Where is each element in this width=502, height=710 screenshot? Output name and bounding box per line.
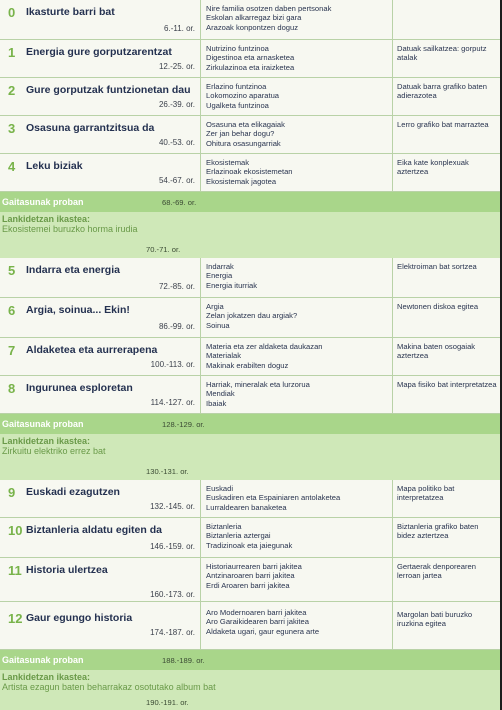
topic-item: Erdi Aroaren barri jakitea xyxy=(206,580,290,590)
topic-item: Aro Garaikidearen barri jakitea xyxy=(206,617,309,627)
topic-item: Lokomozino aparatua xyxy=(206,91,280,101)
unit-title: Euskadi ezagutzen xyxy=(26,486,120,498)
cooperative-learning-box xyxy=(0,212,500,258)
unit-pages: 86.-99. or. xyxy=(158,322,195,331)
topic-item: Indarrak xyxy=(206,262,234,271)
unit-topics-cell xyxy=(200,0,393,39)
topic-item: Mendiak xyxy=(206,389,235,399)
unit-title: Ingurunea esploretan xyxy=(26,382,133,394)
unit-skill-cell xyxy=(392,78,500,115)
unit-number: 2 xyxy=(8,83,16,98)
unit-skill-cell xyxy=(392,298,500,337)
topic-item: Euskadiren eta Espainiaren antolaketea xyxy=(206,493,341,503)
topic-item: Makinak erabilten doguz xyxy=(206,360,289,370)
unit-number: 10 xyxy=(8,523,23,538)
topic-item: Antzinaroaren barri jakitea xyxy=(206,571,295,581)
lab-pages: 130.-131. or. xyxy=(146,467,189,476)
unit-number: 6 xyxy=(8,303,16,318)
unit-number: 9 xyxy=(8,485,16,500)
topic-item: Aro Modernoaren barri jakitea xyxy=(206,608,307,617)
unit-title-cell xyxy=(0,78,201,115)
topic-item: Biztanleria aztergai xyxy=(206,531,271,541)
unit-row xyxy=(0,78,500,116)
topic-item: Osasuna eta elikagaiak xyxy=(206,120,285,129)
unit-skill-cell xyxy=(392,154,500,191)
unit-skill: Gertaerak denporearen lerroan jartea xyxy=(397,562,476,581)
unit-pages: 12.-25. or. xyxy=(158,62,195,71)
unit-title-cell xyxy=(0,258,201,297)
unit-pages: 72.-85. or. xyxy=(158,282,195,291)
unit-title: Leku biziak xyxy=(26,160,83,172)
topic-item: Biztanleria xyxy=(206,522,242,531)
unit-title-cell xyxy=(0,154,201,191)
unit-number: 1 xyxy=(8,45,16,60)
topic-list xyxy=(206,608,319,636)
band-label: Gaitasunak proban xyxy=(2,655,84,665)
unit-title-cell xyxy=(0,338,201,375)
unit-title-cell xyxy=(0,376,201,413)
unit-row xyxy=(0,0,500,40)
unit-topics-cell xyxy=(200,78,393,115)
unit-skill-cell xyxy=(392,40,500,77)
unit-row xyxy=(0,480,500,518)
unit-topics-cell xyxy=(200,602,393,649)
unit-topics-cell xyxy=(200,518,393,557)
topic-item: Lurraldearen banaketea xyxy=(206,502,287,512)
unit-pages: 114.-127. or. xyxy=(150,398,195,407)
lab-subtitle: Artista ezagun baten beharrakaz osotutako album bat xyxy=(2,682,216,692)
topic-list xyxy=(206,484,340,512)
unit-title: Historia ulertzea xyxy=(26,564,108,576)
topic-item: Aldaketa ugari, gaur egunera arte xyxy=(206,626,320,636)
unit-number: 5 xyxy=(8,263,16,278)
unit-skill: Datuak sailkatzea: gorputz atalak xyxy=(397,44,487,63)
unit-skill-cell xyxy=(392,116,500,153)
topic-item: Materia eta zer aldaketa daukazan xyxy=(206,342,323,351)
lab-pages: 70.-71. or. xyxy=(146,245,181,254)
unit-skill: Mapa fisiko bat interpretatzea xyxy=(397,380,497,389)
unit-pages: 6.-11. or. xyxy=(164,24,195,33)
unit-skill-cell xyxy=(392,558,500,601)
topic-list xyxy=(206,82,279,110)
band-label: Gaitasunak proban xyxy=(2,419,84,429)
unit-skill-cell xyxy=(392,376,500,413)
unit-pages: 100.-113. or. xyxy=(150,360,195,369)
unit-title: Energia gure gorputzarentzat xyxy=(26,46,172,58)
band-label: Gaitasunak proban xyxy=(2,197,84,207)
unit-skill-cell xyxy=(392,518,500,557)
unit-title: Ikasturte barri bat xyxy=(26,6,115,18)
topic-item: Erlazino funtzinoa xyxy=(206,82,267,91)
unit-skill-cell xyxy=(392,338,500,375)
band-pages: 128.-129. or. xyxy=(162,420,205,429)
topic-item: Materialak xyxy=(206,351,242,361)
topic-list xyxy=(206,44,294,72)
lab-subtitle: Ekosistemei buruzko horma irudia xyxy=(2,224,138,234)
unit-pages: 40.-53. or. xyxy=(158,138,195,147)
cooperative-learning-box xyxy=(0,434,500,480)
unit-skill: Elektroiman bat sortzea xyxy=(397,262,477,271)
unit-pages: 160.-173. or. xyxy=(150,590,195,599)
topic-item: Nire familia osotzen daben pertsonak xyxy=(206,4,332,13)
unit-title: Gaur egungo historia xyxy=(26,612,133,624)
unit-topics-cell xyxy=(200,480,393,517)
topic-item: Erlazinoak ekosistemetan xyxy=(206,167,293,177)
unit-row xyxy=(0,298,500,338)
unit-row xyxy=(0,376,500,414)
topic-item: Historiaurrearen barri jakitea xyxy=(206,562,302,571)
unit-number: 8 xyxy=(8,381,16,396)
unit-title-cell xyxy=(0,518,201,557)
topic-item: Argia xyxy=(206,302,224,311)
unit-number: 11 xyxy=(8,563,22,578)
topic-item: Energia iturriak xyxy=(206,280,258,290)
topic-item: Zelan jokatzen dau argiak? xyxy=(206,311,298,321)
unit-topics-cell xyxy=(200,40,393,77)
topic-item: Harriak, mineralak eta lurzorua xyxy=(206,380,310,389)
unit-title: Aldaketea eta aurrerapena xyxy=(26,344,158,356)
unit-row xyxy=(0,116,500,154)
topic-item: Ohitura osasungarriak xyxy=(206,138,281,148)
competence-test-band xyxy=(0,650,500,670)
unit-skill-cell xyxy=(392,602,500,649)
unit-pages: 132.-145. or. xyxy=(150,502,195,511)
lab-heading: Lankidetzan ikastea: xyxy=(2,672,91,682)
unit-skill: Biztanleria grafiko baten bidez aztertzea xyxy=(397,522,479,541)
unit-pages: 26.-39. or. xyxy=(158,100,195,109)
topic-item: Arazoak konpontzen doguz xyxy=(206,22,299,32)
topic-item: Digestinoa eta arnasketea xyxy=(206,53,295,63)
unit-title: Argia, soinua... Ekin! xyxy=(26,304,130,316)
unit-row xyxy=(0,40,500,78)
unit-title: Indarra eta energia xyxy=(26,264,120,276)
unit-skill: Makina baten osogaiak aztertzea xyxy=(397,342,476,361)
unit-title-cell xyxy=(0,0,201,39)
topic-list xyxy=(206,522,292,550)
unit-skill-cell xyxy=(392,480,500,517)
unit-skill: Datuak barra grafiko baten adierazotea xyxy=(397,82,487,101)
unit-skill-cell xyxy=(392,258,500,297)
unit-skill: Mapa politiko bat interpretatzea xyxy=(397,484,455,503)
unit-title: Biztanleria aldatu egiten da xyxy=(26,524,162,536)
band-pages: 188.-189. or. xyxy=(162,656,205,665)
topic-list xyxy=(206,302,297,330)
topic-list xyxy=(206,562,302,590)
topic-list xyxy=(206,158,293,186)
unit-skill: Eika kate konplexuak aztertzea xyxy=(397,158,469,177)
unit-topics-cell xyxy=(200,376,393,413)
band-pages: 68.-69. or. xyxy=(162,198,197,207)
topic-item: Zirkulazinoa eta iraizketea xyxy=(206,62,295,72)
topic-item: Soinua xyxy=(206,320,230,330)
competence-test-band xyxy=(0,192,500,212)
unit-topics-cell xyxy=(200,116,393,153)
unit-skill: Lerro grafiko bat marraztea xyxy=(397,120,489,129)
unit-number: 7 xyxy=(8,343,16,358)
unit-row xyxy=(0,602,500,650)
unit-number: 3 xyxy=(8,121,16,136)
topic-item: Zer jan behar dogu? xyxy=(206,129,275,139)
unit-row xyxy=(0,258,500,298)
topic-item: Ekosistemak jagotea xyxy=(206,176,277,186)
topic-item: Energia xyxy=(206,271,233,281)
unit-topics-cell xyxy=(200,154,393,191)
topic-list xyxy=(206,4,331,32)
lab-heading: Lankidetzan ikastea: xyxy=(2,214,91,224)
topic-list xyxy=(206,342,323,370)
lab-heading: Lankidetzan ikastea: xyxy=(2,436,91,446)
unit-number: 4 xyxy=(8,159,16,174)
lab-pages: 190.-191. or. xyxy=(146,698,189,707)
topic-list xyxy=(206,120,285,148)
unit-topics-cell xyxy=(200,558,393,601)
unit-row xyxy=(0,338,500,376)
unit-pages: 146.-159. or. xyxy=(150,542,195,551)
unit-title: Osasuna garrantzitsua da xyxy=(26,122,155,134)
topic-item: Ibaiak xyxy=(206,398,227,408)
topic-item: Ekosistemak xyxy=(206,158,250,167)
topic-item: Ugalketa funtzinoa xyxy=(206,100,269,110)
topic-list xyxy=(206,262,257,290)
topic-item: Tradizinoak eta jaiegunak xyxy=(206,540,293,550)
unit-title-cell xyxy=(0,298,201,337)
lab-subtitle: Zirkuitu elektriko errez bat xyxy=(2,446,106,456)
unit-skill: Newtonen diskoa egitea xyxy=(397,302,479,311)
unit-topics-cell xyxy=(200,298,393,337)
topic-item: Nutrizino funtzinoa xyxy=(206,44,269,53)
unit-pages: 54.-67. or. xyxy=(158,176,195,185)
unit-title: Gure gorputzak funtzionetan dau xyxy=(26,84,191,96)
unit-skill-cell xyxy=(392,0,500,39)
topic-list xyxy=(206,380,310,408)
topic-item: Euskadi xyxy=(206,484,234,493)
unit-skill: Margolan bati buruzko iruzkina egitea xyxy=(397,610,473,629)
unit-topics-cell xyxy=(200,338,393,375)
cooperative-learning-box xyxy=(0,670,500,710)
unit-topics-cell xyxy=(200,258,393,297)
unit-title-cell xyxy=(0,558,201,601)
topic-item: Eskolan alkarregaz bizi gara xyxy=(206,13,302,23)
unit-number: 0 xyxy=(8,5,16,20)
unit-row xyxy=(0,558,500,602)
competence-test-band xyxy=(0,414,500,434)
unit-row xyxy=(0,518,500,558)
unit-title-cell xyxy=(0,116,201,153)
unit-title-cell xyxy=(0,480,201,517)
unit-title-cell xyxy=(0,602,201,649)
unit-pages: 174.-187. or. xyxy=(150,628,195,637)
unit-row xyxy=(0,154,500,192)
unit-title-cell xyxy=(0,40,201,77)
unit-number: 12 xyxy=(8,611,23,626)
